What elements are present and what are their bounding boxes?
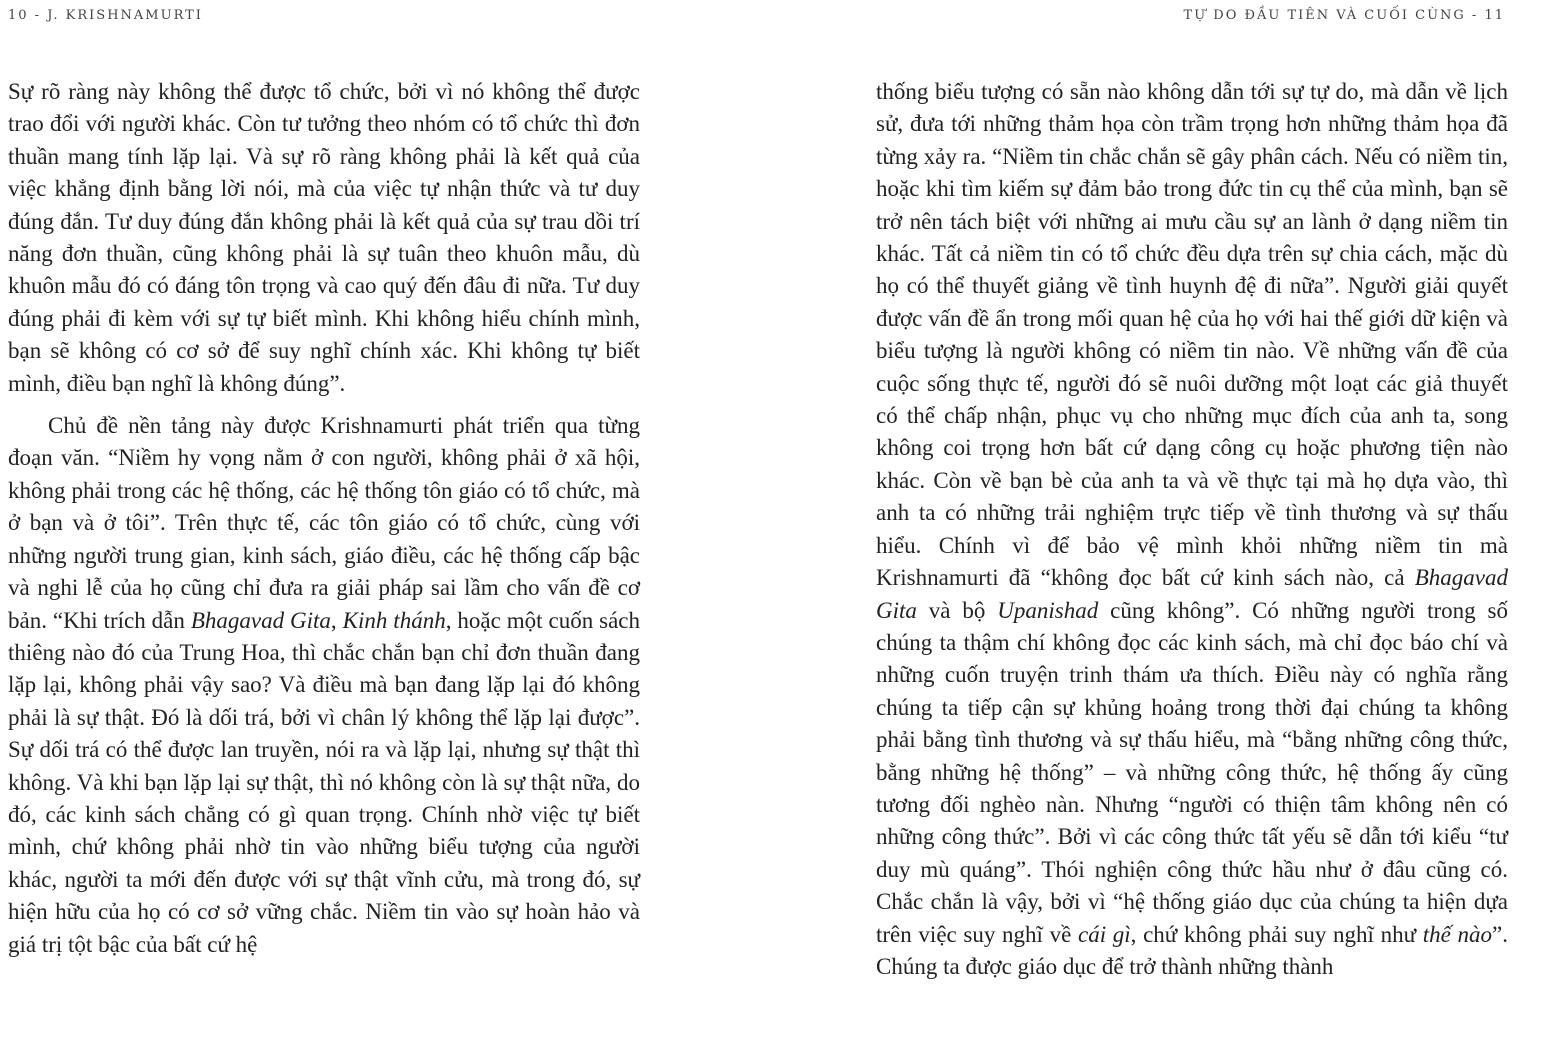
running-head-right: TỰ DO ĐẦU TIÊN VÀ CUỐI CÙNG - 11 [1183,8,1505,23]
right-page [876,76,1508,983]
right-italic-the-nao: thế nào [1422,921,1493,947]
left-p2-italic-kinh-thanh: Kinh thánh [342,607,446,633]
right-text-c: cũng không”. Có những người trong số chúng ta thậm chí không đọc các kinh sách, mà chỉ đọc báo chí và những cuốn truyện trinh thám ưa thích. Điều này có nghĩa rằng chúng ta tiếp cận sự khủng hoảng trong thời đại chúng ta không phải bằng tình thương và sự thấu hiểu, mà “bằng những công thức, bằng những hệ thống” – và những công thức, hệ thống ấy cũng tương đối nghèo nàn. Nhưng “người có thiện tâm không nên có những công thức”. Bởi vì các công thức tất yếu sẽ dẫn tới kiểu “tư duy mù quáng”. Thói nghiện công thức hầu như ở đâu cũng có. Chắc chắn là vậy, bởi vì “hệ thống giáo dục của chúng ta hiện dựa trên việc suy nghĩ về [876,597,1508,947]
running-head-left: 10 - J. KRISHNAMURTI [8,8,203,23]
right-italic-bhagavad: Bhagavad Gita [876,565,1508,623]
left-p2-separator: , [330,607,343,633]
right-italic-upanishad: Upanishad [997,597,1099,623]
right-text-d: , chứ không phải suy nghĩ như [1130,921,1423,947]
right-italic-cai-gi: cái gì [1078,921,1131,947]
left-p2-italic-bhagavad: Bhagavad Gita [190,607,331,633]
right-text-e: ”. Chúng ta được giáo dục để trở thành những thành [876,921,1508,979]
left-paragraph-2 [8,410,640,961]
left-page [8,76,640,961]
right-text-b: và bộ [916,597,998,623]
right-paragraph [876,76,1508,983]
right-text-a: thống biểu tượng có sẵn nào không dẫn tới sự tự do, mà dẫn về lịch sử, đưa tới những thảm họa còn trầm trọng hơn những thảm họa đã từng xảy ra. “Niềm tin chắc chắn sẽ gây phân cách. Nếu có niềm tin, hoặc khi tìm kiếm sự đảm bảo trong đức tin cụ thể của mình, bạn sẽ trở nên tách biệt với những ai mưu cầu sự an lành ở dạng niềm tin khác. Tất cả niềm tin có tổ chức đều dựa trên sự chia cách, mặc dù họ có thể thuyết giảng về tình huynh đệ đi nữa”. Người giải quyết được vấn đề ẩn trong mối quan hệ của họ với hai thế giới dữ kiện và biểu tượng là người không có niềm tin nào. Về những vấn đề của cuộc sống thực tế, người đó sẽ nuôi dưỡng một loạt các giả thuyết có thể chấp nhận, phục vụ cho những mục đích của anh ta, song không coi trọng hơn bất cứ dạng công cụ hoặc phương tiện nào khác. Còn về bạn bè của anh ta và về thực tại mà họ dựa vào, thì anh ta có những trải nghiệm trực tiếp về tình thương và sự thấu hiểu. Chính vì để bảo vệ mình khỏi những niềm tin mà Krishnamurti đã “không đọc bất cứ kinh sách nào, cả [876,79,1508,591]
left-p2-text-a: Chủ đề nền tảng này được Krishnamurti phát triển qua từng đoạn văn. “Niềm hy vọng nằm ở con người, không phải ở xã hội, không phải trong các hệ thống, các hệ thống tôn giáo có tổ chức, mà ở bạn và ở tôi”. Trên thực tế, các tôn giáo có tổ chức, cùng với những người trung gian, kinh sách, giáo điều, các hệ thống cấp bậc và nghi lễ của họ cũng chỉ đưa ra giải pháp sai lầm cho vấn đề cơ bản. “Khi trích dẫn [8,413,640,633]
left-p2-text-b: , hoặc một cuốn sách thiêng nào đó của Trung Hoa, thì chắc chắn bạn chỉ đơn thuần đang lặp lại, không phải vậy sao? Và điều mà bạn đang lặp lại đó không phải là sự thật. Đó là dối trá, bởi vì chân lý không thể lặp lại được”. Sự dối trá có thể được lan truyền, nói ra và lặp lại, nhưng sự thật thì không. Và khi bạn lặp lại sự thật, thì nó không còn là sự thật nữa, do đó, các kinh sách chẳng có gì quan trọng. Chính nhờ việc tự biết mình, chứ không phải nhờ tin vào những biểu tượng của người khác, người ta mới đến được với sự thật vĩnh cửu, mà trong đó, sự hiện hữu của họ có cơ sở vững chắc. Niềm tin vào sự hoàn hảo và giá trị tột bậc của bất cứ hệ [8,607,641,957]
left-paragraph-1: Sự rõ ràng này không thể được tổ chức, bởi vì nó không thể được trao đổi với người khác. Còn tư tưởng theo nhóm có tổ chức thì đơn thuần mang tính lặp lại. Và sự rõ ràng không phải là kết quả của việc khẳng định bằng lời nói, mà của việc tự nhận thức và tư duy đúng đắn. Tư duy đúng đắn không phải là kết quả của sự trau dồi trí năng đơn thuần, cũng không phải là sự tuân theo khuôn mẫu, dù khuôn mẫu đó có đáng tôn trọng và cao quý đến đâu đi nữa. Tư duy đúng phải đi kèm với sự tự biết mình. Khi không hiểu chính mình, bạn sẽ không có cơ sở để suy nghĩ chính xác. Khi không tự biết mình, điều bạn nghĩ là không đúng”. [8,79,640,396]
